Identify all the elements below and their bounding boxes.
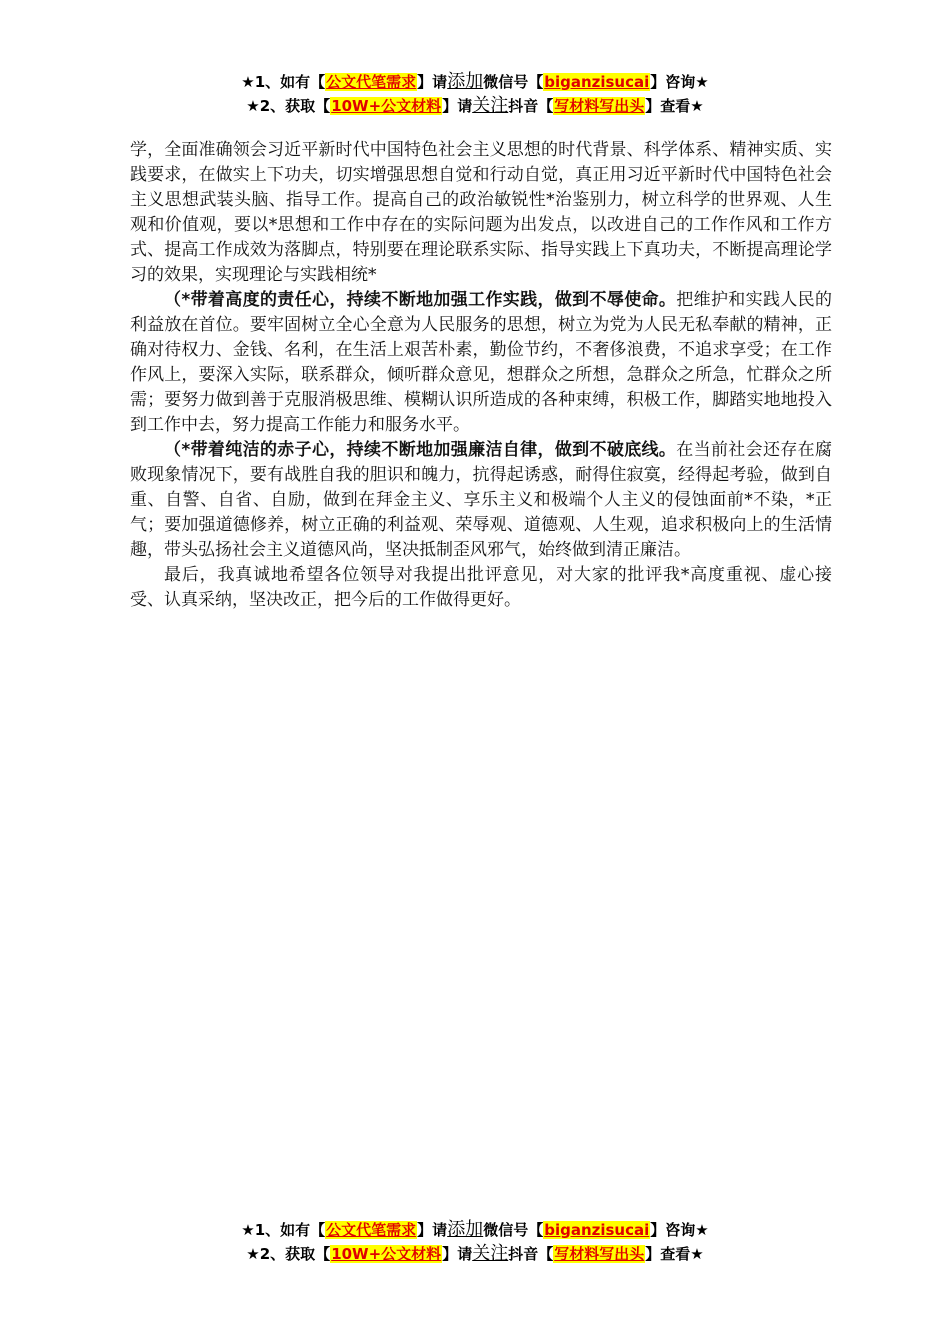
paragraph-4: 最后，我真诚地希望各位领导对我提出批评意见，对大家的批评我*高度重视、虚心接受、认真采纳，坚决改正，把今后的工作做得更好。 [130, 565, 832, 610]
banner-text: ★2、获取【 [246, 1245, 331, 1263]
banner-text: ★1、如有【 [241, 1221, 326, 1239]
banner-emphasis: 关注 [472, 95, 509, 116]
paragraph-3 [130, 438, 832, 563]
banner-text: 】咨询★ [650, 73, 709, 91]
paragraph-3-body: 在当前社会还存在腐败现象情况下，要有战胜自我的胆识和魄力，抗得起诱惑，耐得住寂寞，经得起考验，做到自重、自警、自省、自励，做到在拜金主义、享乐主义和极端个人主义的侵蚀面前*不染，*正气；要加强道德修养，树立正确的利益观、荣辱观、道德观、人生观，追求积极向上的生活情趣，带头弘扬社会主义道德风尚，坚决抵制歪风邪气，始终做到清正廉洁。 [130, 440, 833, 560]
banner-text: 微信号【 [483, 1221, 544, 1239]
banner-wechat-id: biganzisucai [544, 1221, 650, 1239]
banner-text: ★1、如有【 [241, 73, 326, 91]
paragraph-3-heading: （*带着纯洁的赤子心，持续不断地加强廉洁自律，做到不破底线。 [164, 440, 677, 460]
banner-text: 】请 [442, 1245, 473, 1263]
banner-wechat-id: biganzisucai [544, 73, 650, 91]
paragraph-1: 学，全面准确领会习近平新时代中国特色社会主义思想的时代背景、科学体系、精神实质、实践要求，在做实上下功夫，切实增强思想自觉和行动自觉，真正用习近平新时代中国特色社会主义思想武装头脑、指导工作。提高自己的政治敏锐性*治鉴别力，树立科学的世界观、人生观和价值观，要以*思想和工作中存在的实际问题为出发点，以改进自己的工作作风和工作方式、提高工作成效为落脚点，特别要在理论联系实际、指导实践上下真功夫，不断提高理论学习的效果，实现理论与实践相统* [130, 140, 832, 285]
banner-text: 抖音【 [508, 97, 554, 115]
banner-line-1 [0, 70, 950, 94]
banner-douyin-id: 写材料写出头 [554, 97, 645, 115]
banner-highlight: 公文代笔需求 [326, 73, 417, 91]
banner-text: 】咨询★ [650, 1221, 709, 1239]
banner-douyin-id: 写材料写出头 [554, 1245, 645, 1263]
banner-emphasis: 关注 [472, 1243, 509, 1264]
header-banner [0, 70, 950, 118]
footer-banner [0, 1218, 950, 1266]
banner-emphasis: 添加 [447, 71, 484, 92]
paragraph-2 [130, 288, 832, 438]
banner-highlight: 公文代笔需求 [326, 1221, 417, 1239]
banner-highlight: 10W+公文材料 [331, 97, 442, 115]
banner-emphasis: 添加 [447, 1219, 484, 1240]
banner-line-2 [0, 94, 950, 118]
banner-text: 微信号【 [483, 73, 544, 91]
banner-text: 】查看★ [645, 1245, 704, 1263]
banner-line-1 [0, 1218, 950, 1242]
document-body [130, 138, 832, 613]
paragraph-2-body: 把维护和实践人民的利益放在首位。要牢固树立全心全意为人民服务的思想，树立为党为人民无私奉献的精神，正确对待权力、金钱、名利，在生活上艰苦朴素，勤俭节约，不奢侈浪费，不追求享受；在工作作风上，要深入实际，联系群众，倾听群众意见，想群众之所想，急群众之所急，忙群众之所需；要努力做到善于克服消极思维、模糊认识所造成的各种束缚，积极工作，脚踏实地地投入到工作中去，努力提高工作能力和服务水平。 [130, 290, 833, 435]
banner-text: 】请 [442, 97, 473, 115]
banner-text: ★2、获取【 [246, 97, 331, 115]
banner-line-2 [0, 1242, 950, 1266]
banner-text: 】查看★ [645, 97, 704, 115]
banner-highlight: 10W+公文材料 [331, 1245, 442, 1263]
banner-text: 抖音【 [508, 1245, 554, 1263]
paragraph-2-heading: （*带着高度的责任心，持续不断地加强工作实践，做到不辱使命。 [164, 290, 677, 310]
banner-text: 】请 [417, 1221, 448, 1239]
banner-text: 】请 [417, 73, 448, 91]
